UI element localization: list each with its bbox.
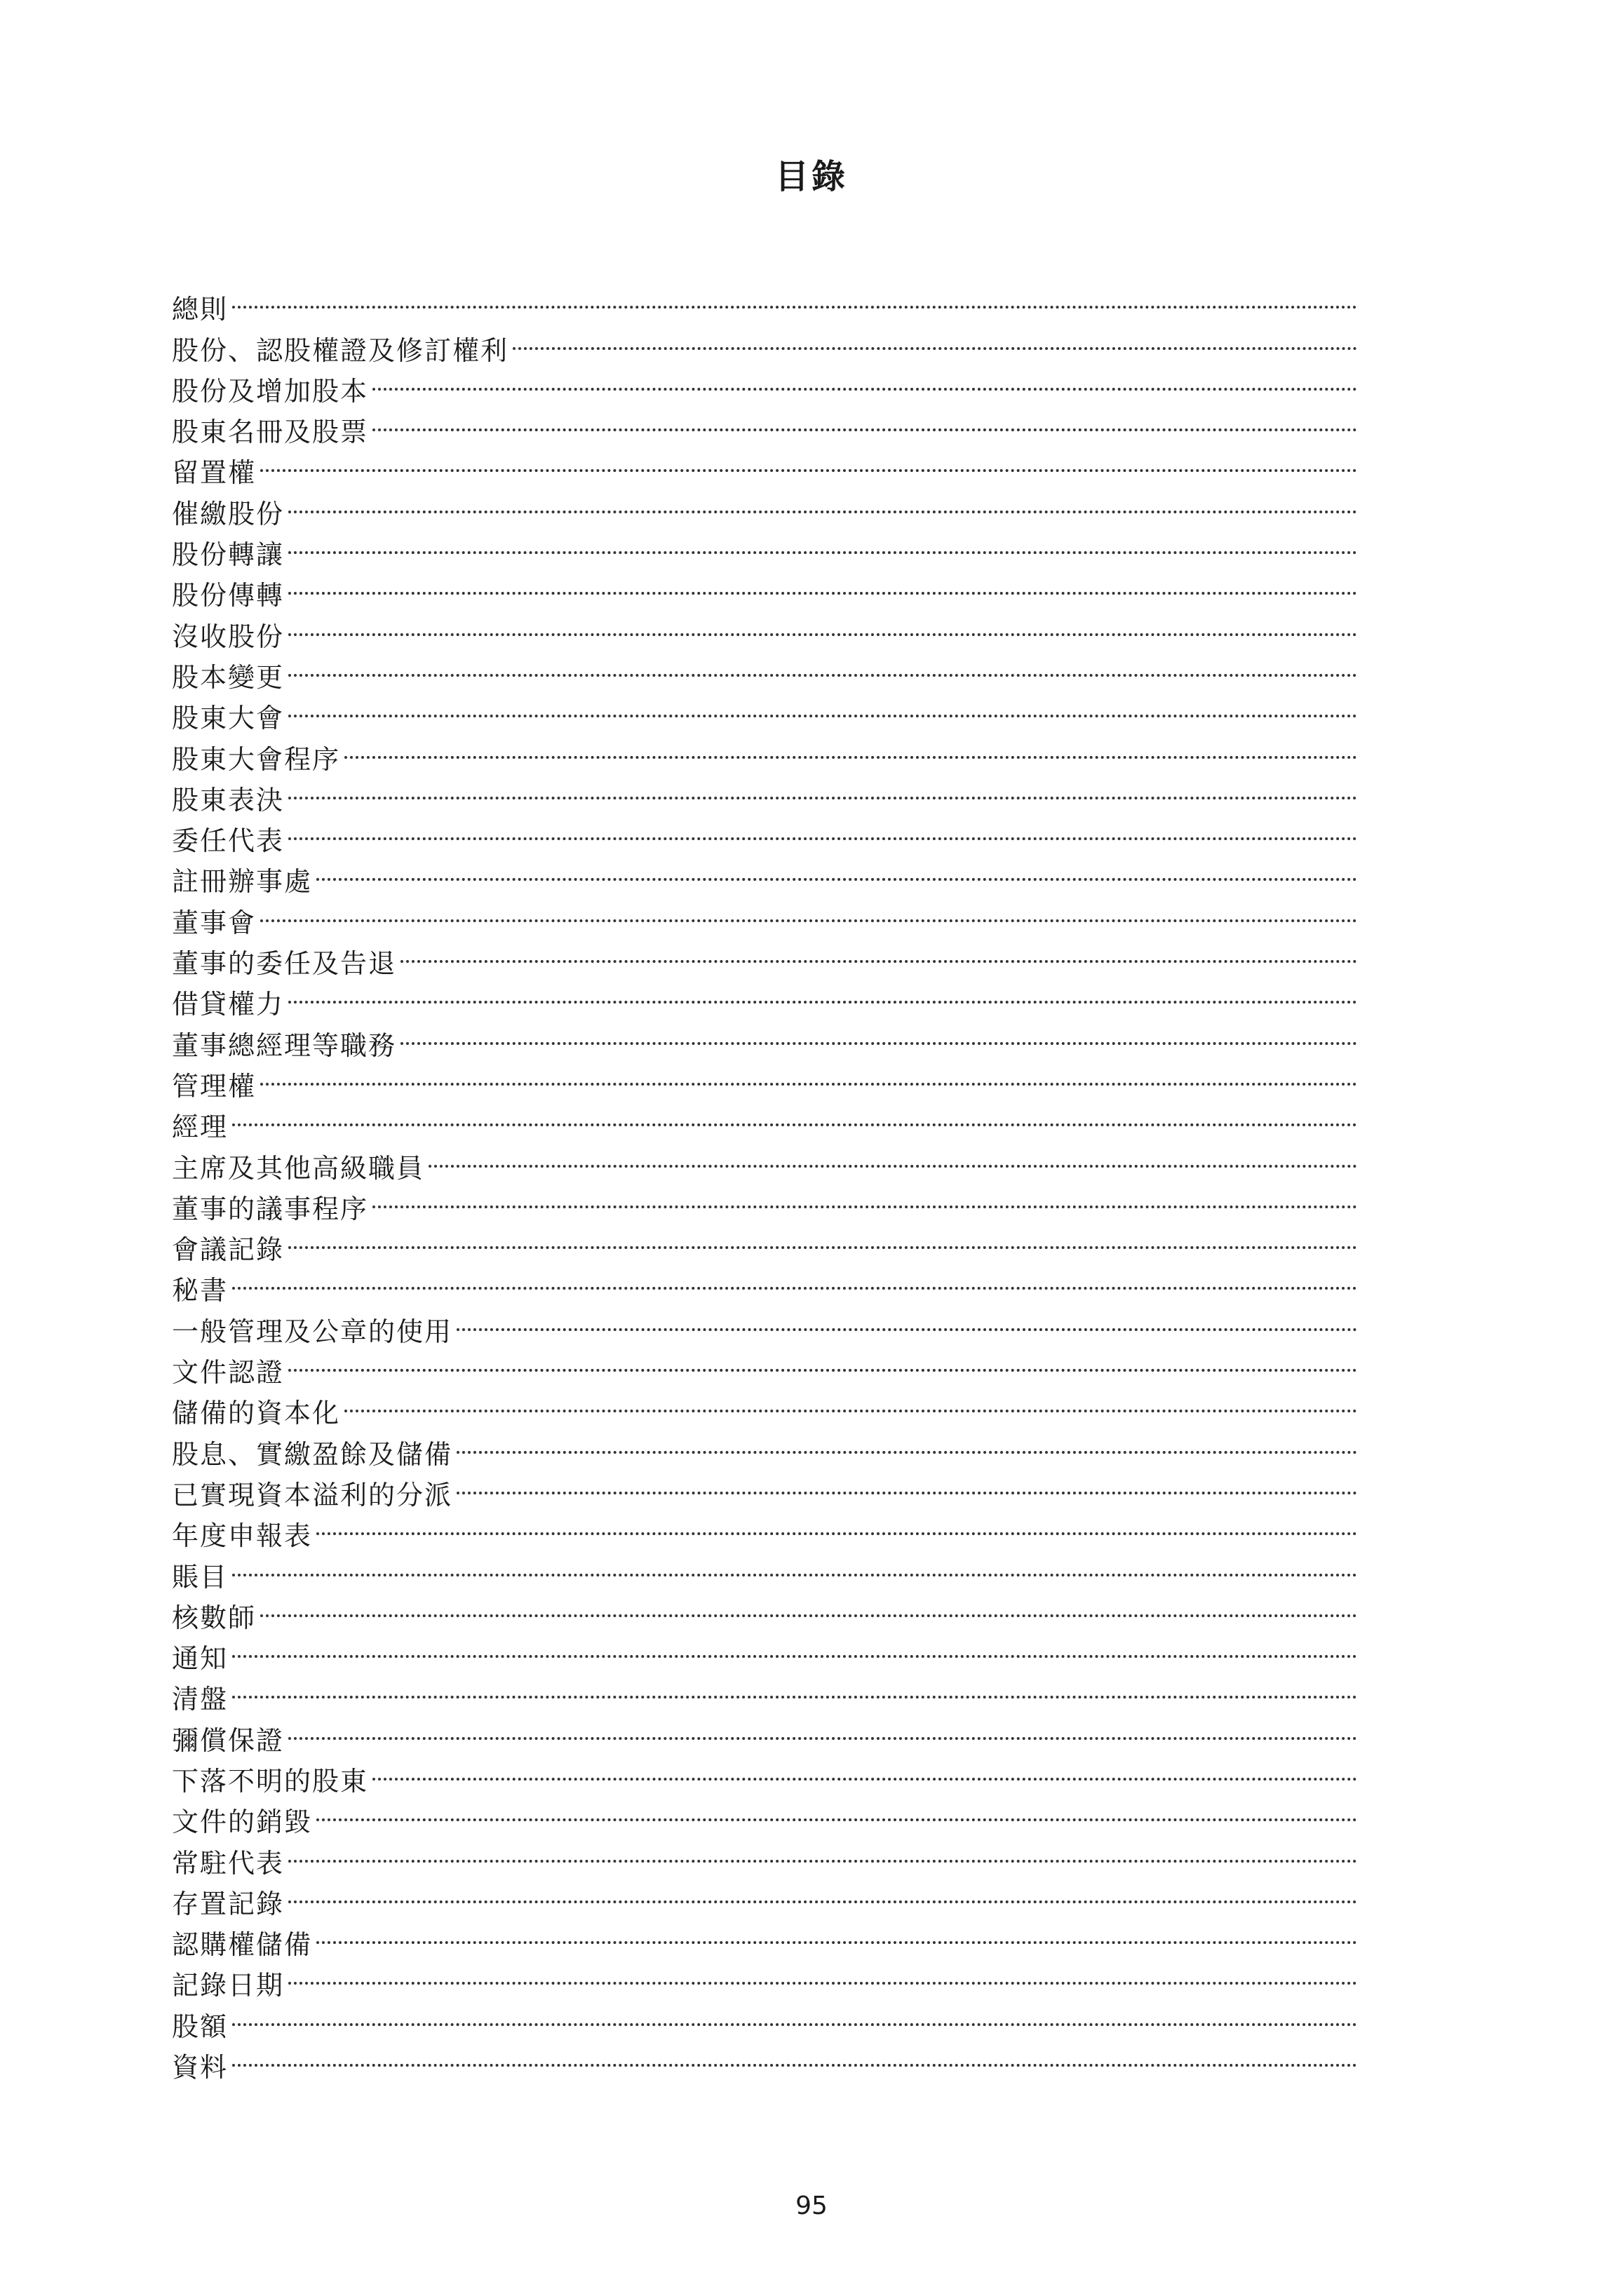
toc-dot-leader	[288, 809, 1357, 850]
toc-entry[interactable]	[172, 646, 1357, 693]
toc-entry-label: 股本變更	[172, 661, 285, 693]
toc-entry-label: 借貸權力	[172, 989, 285, 1020]
toc-entry-label: 總則	[172, 294, 229, 325]
toc-entry[interactable]	[172, 605, 1357, 652]
toc-dot-leader	[288, 605, 1357, 645]
toc-dot-leader	[232, 1627, 1357, 1668]
toc-entry[interactable]	[172, 1954, 1357, 2001]
toc-dot-leader	[288, 1872, 1357, 1913]
toc-entry[interactable]	[172, 1913, 1357, 1961]
toc-dot-leader	[429, 1136, 1357, 1177]
toc-dot-leader	[232, 1994, 1357, 2035]
toc-entry[interactable]	[172, 1994, 1357, 2042]
page-number: 95	[795, 2192, 828, 2220]
toc-entry-label: 股息、實繳盈餘及儲備	[172, 1438, 453, 1470]
toc-entry[interactable]	[172, 932, 1357, 980]
toc-entry[interactable]	[172, 1013, 1357, 1061]
toc-entry[interactable]	[172, 1095, 1357, 1143]
toc-dot-leader	[260, 891, 1357, 931]
toc-entry-label: 儲備的資本化	[172, 1398, 341, 1429]
toc-dot-leader	[232, 2036, 1357, 2076]
toc-entry-label: 常駐代表	[172, 1847, 285, 1879]
toc-entry[interactable]	[172, 769, 1357, 816]
toc-entry-label: 留置權	[172, 457, 257, 489]
toc-entry[interactable]	[172, 2036, 1357, 2084]
toc-entry[interactable]	[172, 687, 1357, 734]
table-of-contents	[172, 278, 1357, 2084]
toc-dot-leader	[288, 973, 1357, 1013]
toc-dot-leader	[316, 1790, 1357, 1831]
toc-entry-label: 董事總經理等職務	[172, 1029, 397, 1061]
toc-entry-label: 清盤	[172, 1684, 229, 1715]
toc-dot-leader	[288, 646, 1357, 687]
toc-entry-label: 下落不明的股東	[172, 1765, 369, 1797]
toc-dot-leader	[288, 1954, 1357, 1994]
toc-entry[interactable]	[172, 523, 1357, 571]
toc-dot-leader	[232, 1095, 1357, 1136]
toc-dot-leader	[288, 1341, 1357, 1382]
toc-entry-label: 股份、認股權證及修訂權利	[172, 335, 509, 366]
toc-entry-label: 股份及增加股本	[172, 375, 369, 407]
toc-dot-leader	[316, 1504, 1357, 1545]
toc-dot-leader	[288, 482, 1357, 522]
toc-dot-leader	[457, 1422, 1357, 1463]
toc-entry[interactable]	[172, 973, 1357, 1020]
toc-dot-leader	[372, 400, 1357, 441]
toc-entry[interactable]	[172, 1627, 1357, 1675]
toc-entry-label: 會議記錄	[172, 1234, 285, 1266]
toc-entry[interactable]	[172, 1504, 1357, 1552]
toc-entry-label: 催繳股份	[172, 498, 285, 529]
toc-dot-leader	[288, 1831, 1357, 1872]
toc-entry[interactable]	[172, 1668, 1357, 1715]
toc-entry-label: 管理權	[172, 1070, 257, 1102]
toc-entry[interactable]	[172, 1545, 1357, 1593]
toc-entry-label: 通知	[172, 1643, 229, 1675]
toc-entry[interactable]	[172, 1790, 1357, 1838]
toc-entry-label: 董事的委任及告退	[172, 948, 397, 980]
toc-dot-leader	[344, 1382, 1357, 1422]
toc-entry-label: 文件認證	[172, 1357, 285, 1389]
toc-entry-label: 股額	[172, 2011, 229, 2042]
toc-entry-label: 文件的銷毀	[172, 1807, 313, 1838]
toc-entry-label: 彌償保證	[172, 1724, 285, 1756]
toc-entry[interactable]	[172, 891, 1357, 938]
toc-dot-leader	[288, 769, 1357, 809]
toc-dot-leader	[316, 850, 1357, 891]
toc-dot-leader	[372, 360, 1357, 400]
toc-dot-leader	[232, 1545, 1357, 1586]
toc-dot-leader	[400, 1013, 1357, 1054]
toc-entry-label: 沒收股份	[172, 621, 285, 652]
toc-entry-label: 股份傳轉	[172, 580, 285, 612]
toc-entry[interactable]	[172, 1750, 1357, 1797]
toc-dot-leader	[400, 932, 1357, 973]
toc-dot-leader	[457, 1299, 1357, 1340]
toc-entry-label: 賬目	[172, 1561, 229, 1593]
toc-dot-leader	[288, 1708, 1357, 1749]
toc-entry[interactable]	[172, 1708, 1357, 1756]
toc-entry-label: 經理	[172, 1112, 229, 1143]
toc-entry-label: 董事會	[172, 907, 257, 938]
toc-entry[interactable]	[172, 850, 1357, 898]
toc-entry-label: 股東大會程序	[172, 743, 341, 775]
toc-entry-label: 股東表決	[172, 784, 285, 816]
toc-entry-label: 年度申報表	[172, 1520, 313, 1552]
toc-dot-leader	[457, 1464, 1357, 1504]
toc-entry[interactable]	[172, 1831, 1357, 1879]
toc-entry[interactable]	[172, 441, 1357, 489]
toc-dot-leader	[232, 1259, 1357, 1299]
toc-dot-leader	[372, 1750, 1357, 1790]
toc-dot-leader	[288, 523, 1357, 564]
toc-entry-label: 註冊辦事處	[172, 866, 313, 898]
toc-entry[interactable]	[172, 318, 1357, 366]
toc-entry-label: 認購權儲備	[172, 1929, 313, 1961]
toc-dot-leader	[260, 441, 1357, 482]
toc-entry[interactable]	[172, 564, 1357, 612]
toc-entry[interactable]	[172, 1259, 1357, 1306]
toc-entry-label: 委任代表	[172, 825, 285, 857]
toc-dot-leader	[513, 318, 1357, 359]
toc-entry-label: 股東大會	[172, 703, 285, 734]
toc-entry-label: 一般管理及公章的使用	[172, 1316, 453, 1347]
toc-entry[interactable]	[172, 1136, 1357, 1184]
toc-entry[interactable]	[172, 809, 1357, 857]
toc-entry-label: 已實現資本溢利的分派	[172, 1479, 453, 1511]
toc-dot-leader	[344, 727, 1357, 768]
toc-entry[interactable]	[172, 1341, 1357, 1389]
toc-dot-leader	[316, 1913, 1357, 1954]
toc-entry-label: 股東名冊及股票	[172, 417, 369, 448]
toc-entry[interactable]	[172, 1299, 1357, 1347]
toc-entry[interactable]	[172, 1872, 1357, 1919]
toc-entry-label: 核數師	[172, 1602, 257, 1633]
toc-entry[interactable]	[172, 1382, 1357, 1429]
toc-dot-leader	[232, 1668, 1357, 1708]
toc-entry-label: 資料	[172, 2052, 229, 2084]
toc-entry-label: 記錄日期	[172, 1970, 285, 2001]
toc-entry-label: 董事的議事程序	[172, 1193, 369, 1224]
toc-entry-label: 秘書	[172, 1275, 229, 1306]
toc-dot-leader	[288, 1218, 1357, 1259]
toc-entry[interactable]	[172, 1218, 1357, 1266]
toc-dot-leader	[260, 1055, 1357, 1095]
toc-dot-leader	[232, 278, 1357, 318]
toc-entry[interactable]	[172, 1586, 1357, 1633]
toc-entry-label: 主席及其他高級職員	[172, 1152, 425, 1184]
toc-entry[interactable]	[172, 482, 1357, 529]
toc-dot-leader	[372, 1177, 1357, 1218]
toc-entry-label: 存置記錄	[172, 1888, 285, 1919]
page-title: 目錄	[774, 157, 848, 196]
toc-entry[interactable]	[172, 727, 1357, 775]
toc-entry[interactable]	[172, 278, 1357, 325]
toc-dot-leader	[288, 564, 1357, 605]
toc-entry[interactable]	[172, 1422, 1357, 1470]
toc-dot-leader	[288, 687, 1357, 727]
toc-entry[interactable]	[172, 1055, 1357, 1102]
toc-entry-label: 股份轉讓	[172, 539, 285, 571]
toc-dot-leader	[260, 1586, 1357, 1627]
